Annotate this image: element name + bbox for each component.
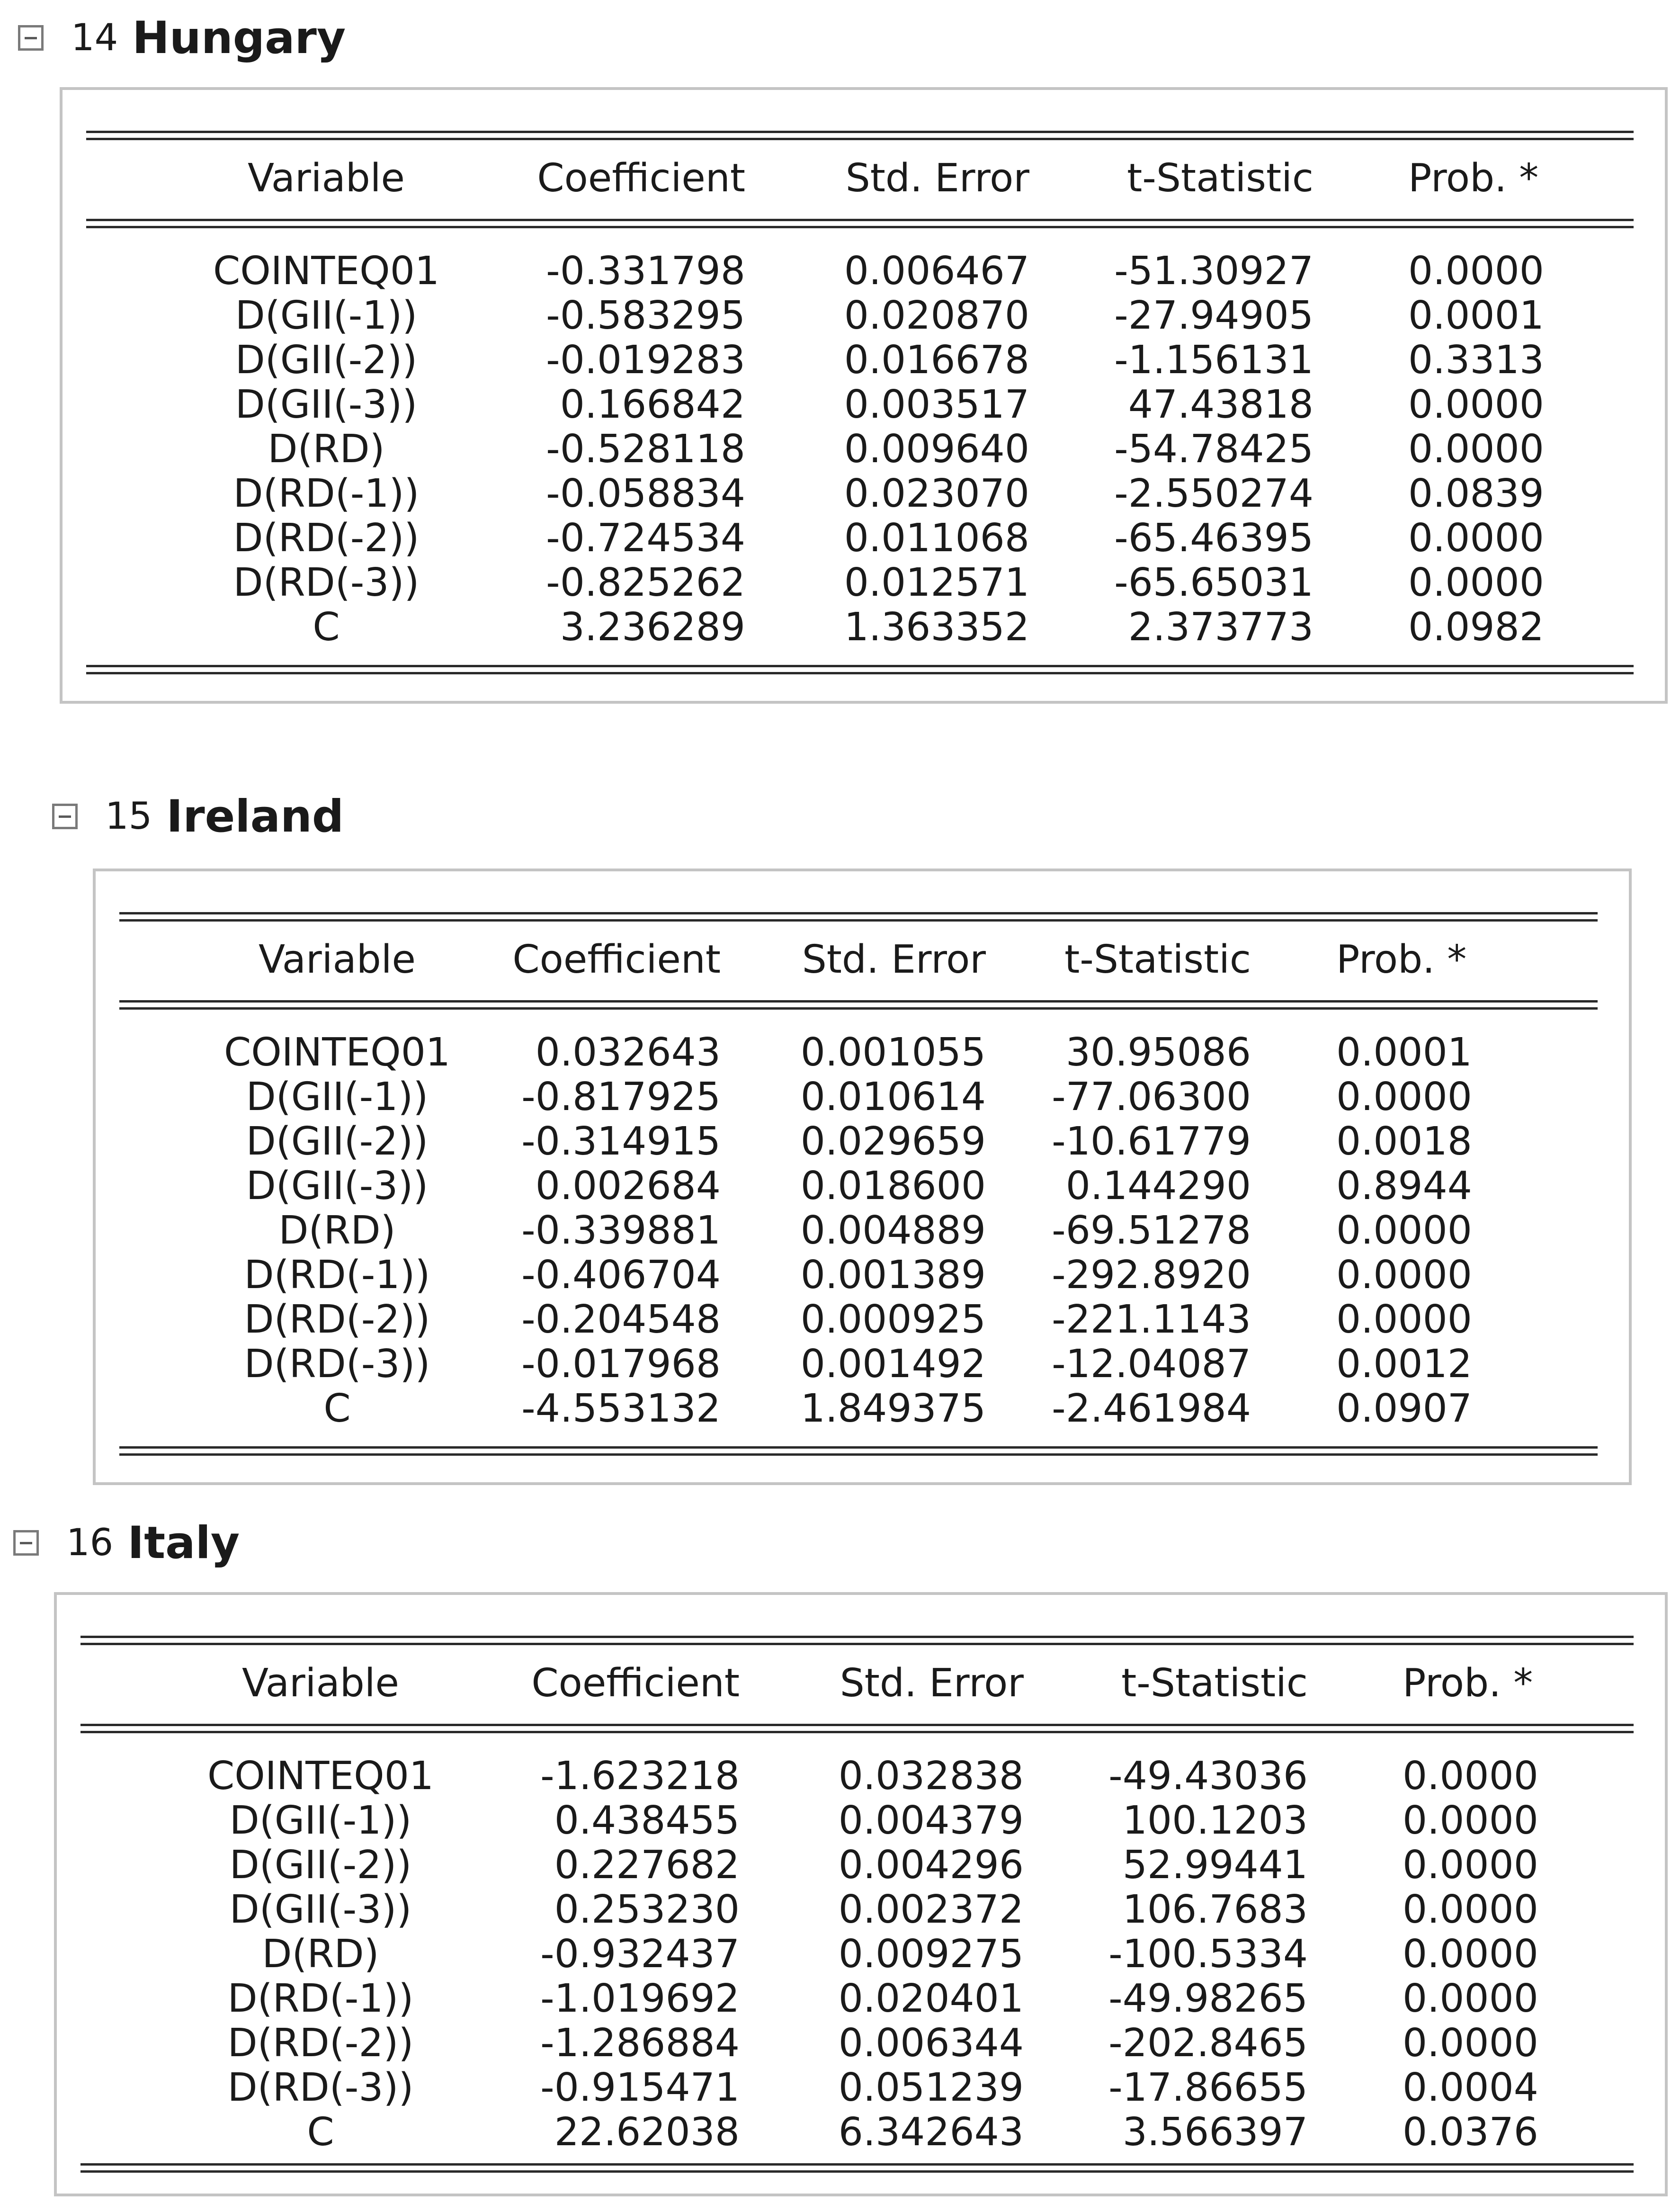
table-body: [214, 1030, 1629, 1431]
section-number: 15: [105, 795, 152, 838]
table-row: D(GII(-3)): [229, 1887, 412, 1932]
table-cell: 0.020870: [844, 293, 1029, 338]
table-cell: 0.144290: [1065, 1164, 1251, 1209]
collapse-toggle-icon[interactable]: [18, 25, 44, 51]
table-cell: 0.016678: [844, 338, 1029, 383]
header-coefficient: Coefficient: [537, 156, 745, 201]
table-cell: 0.023070: [844, 471, 1029, 516]
header-prob: Prob. *: [1336, 937, 1467, 982]
table-cell: 100.1203: [1122, 1798, 1308, 1843]
table-row: D(GII(-3)): [235, 382, 418, 427]
table-cell: 0.010614: [800, 1075, 986, 1119]
table-cell: 0.0000: [1408, 516, 1544, 561]
table-cell: 0.004379: [838, 1798, 1024, 1843]
table-cell: 52.99441: [1122, 1843, 1308, 1888]
table-cell: 0.001492: [800, 1342, 986, 1387]
results-table-hungary: [60, 87, 1668, 704]
table-cell: 0.0000: [1336, 1297, 1472, 1342]
table-header-row: [214, 938, 1629, 982]
table-cell: 0.006467: [844, 249, 1029, 294]
table-cell: -12.04087: [1052, 1342, 1251, 1387]
table-cell: 0.0000: [1408, 560, 1544, 605]
table-row: C: [323, 1386, 351, 1431]
table-cell: -4.553132: [521, 1386, 721, 1431]
table-cell: 0.0000: [1408, 382, 1544, 427]
header-t-statistic: t-Statistic: [1121, 1661, 1308, 1706]
table-cell: -10.61779: [1052, 1119, 1251, 1164]
table-cell: -2.550274: [1114, 471, 1314, 516]
section-header-ireland[interactable]: [52, 788, 344, 845]
header-coefficient: Coefficient: [512, 937, 721, 982]
header-variable: Variable: [241, 1661, 399, 1706]
table-cell: -0.339881: [521, 1208, 721, 1253]
table-cell: 0.009275: [838, 1932, 1024, 1977]
table-cell: 1.363352: [844, 605, 1029, 650]
collapse-toggle-icon[interactable]: [13, 1530, 39, 1556]
table-cell: 0.3313: [1408, 338, 1544, 383]
table-top-rule: [86, 131, 1634, 140]
table-cell: -100.5334: [1108, 1932, 1308, 1977]
table-row: C: [307, 2110, 334, 2155]
table-row: D(GII(-1)): [246, 1075, 429, 1119]
table-cell: -1.156131: [1114, 338, 1314, 383]
table-cell: 0.006344: [838, 2021, 1024, 2066]
table-cell: 0.009640: [844, 427, 1029, 472]
table-cell: 0.0839: [1408, 471, 1544, 516]
table-top-rule: [80, 1636, 1634, 1645]
table-cell: 0.032643: [535, 1030, 721, 1075]
table-cell: 0.8944: [1336, 1164, 1472, 1209]
section-number: 16: [66, 1522, 114, 1564]
table-cell: 0.0004: [1403, 2065, 1538, 2110]
section-title: Italy: [127, 1517, 240, 1569]
table-cell: -27.94905: [1114, 293, 1314, 338]
header-coefficient: Coefficient: [531, 1661, 740, 1706]
table-cell: 0.018600: [800, 1164, 986, 1209]
table-cell: 106.7683: [1122, 1887, 1308, 1932]
table-cell: 0.029659: [800, 1119, 986, 1164]
header-std-error: Std. Error: [802, 937, 986, 982]
table-cell: 0.166842: [560, 382, 745, 427]
table-cell: -0.528118: [546, 427, 745, 472]
table-cell: -49.98265: [1108, 1976, 1308, 2021]
table-header-rule: [119, 1000, 1598, 1010]
table-row: D(RD(-2)): [233, 516, 420, 561]
table-cell: -0.583295: [546, 293, 745, 338]
table-cell: 22.62038: [554, 2110, 740, 2155]
table-cell: 0.253230: [554, 1887, 740, 1932]
header-t-statistic: t-Statistic: [1127, 156, 1314, 201]
table-cell: 0.0000: [1403, 1798, 1538, 1843]
table-cell: -0.314915: [521, 1119, 721, 1164]
table-row: D(RD(-1)): [227, 1976, 414, 2021]
table-cell: 0.0000: [1403, 1754, 1538, 1799]
table-cell: -65.46395: [1114, 516, 1314, 561]
table-cell: 0.003517: [844, 382, 1029, 427]
header-std-error: Std. Error: [845, 156, 1029, 201]
header-variable: Variable: [258, 937, 416, 982]
table-top-rule: [119, 912, 1598, 922]
table-cell: -0.932437: [540, 1932, 740, 1977]
collapse-toggle-icon[interactable]: [52, 804, 78, 829]
table-row: D(RD): [268, 427, 385, 472]
header-prob: Prob. *: [1403, 1661, 1533, 1706]
table-row: COINTEQ01: [223, 1030, 451, 1075]
table-row: COINTEQ01: [213, 249, 440, 294]
table-cell: 0.438455: [554, 1798, 740, 1843]
table-cell: 0.0000: [1336, 1075, 1472, 1119]
table-cell: 0.0012: [1336, 1342, 1472, 1387]
table-row: D(RD(-3)): [244, 1342, 430, 1387]
table-body: [191, 249, 1665, 650]
table-row: D(GII(-1)): [229, 1798, 412, 1843]
table-cell: 0.002372: [838, 1887, 1024, 1932]
table-cell: 0.001389: [800, 1253, 986, 1298]
table-header-rule: [80, 1724, 1634, 1733]
table-cell: -0.204548: [521, 1297, 721, 1342]
table-cell: -0.406704: [521, 1253, 721, 1298]
results-table-ireland: [93, 869, 1632, 1485]
table-cell: -51.30927: [1114, 249, 1314, 294]
table-row: D(GII(-2)): [229, 1843, 412, 1888]
table-cell: 6.342643: [838, 2110, 1024, 2155]
table-cell: -54.78425: [1114, 427, 1314, 472]
table-cell: 0.011068: [844, 516, 1029, 561]
table-header-rule: [86, 219, 1634, 228]
table-row: D(RD(-1)): [233, 471, 420, 516]
table-cell: 0.0018: [1336, 1119, 1472, 1164]
header-prob: Prob. *: [1408, 156, 1539, 201]
table-row: D(RD(-3)): [227, 2065, 414, 2110]
results-table-italy: [54, 1592, 1668, 2196]
header-t-statistic: t-Statistic: [1064, 937, 1251, 982]
table-cell: -1.019692: [540, 1976, 740, 2021]
table-cell: 30.95086: [1065, 1030, 1251, 1075]
table-row: D(GII(-3)): [246, 1164, 429, 1209]
table-row: D(RD(-1)): [244, 1253, 430, 1298]
table-cell: -17.86655: [1108, 2065, 1308, 2110]
table-cell: 47.43818: [1128, 382, 1314, 427]
header-std-error: Std. Error: [840, 1661, 1024, 1706]
section-title: Ireland: [166, 790, 344, 842]
table-row: COINTEQ01: [207, 1754, 434, 1799]
table-row: D(RD(-2)): [244, 1297, 430, 1342]
table-cell: 0.0982: [1408, 605, 1544, 650]
table-cell: -1.623218: [540, 1754, 740, 1799]
table-cell: -49.43036: [1108, 1754, 1308, 1799]
table-row: D(GII(-1)): [235, 293, 418, 338]
table-cell: 3.566397: [1122, 2110, 1308, 2155]
table-bottom-rule: [80, 2163, 1634, 2173]
table-cell: 0.012571: [844, 560, 1029, 605]
table-cell: 0.0000: [1408, 427, 1544, 472]
table-header-row: [191, 156, 1665, 201]
table-cell: -65.65031: [1114, 560, 1314, 605]
table-cell: 0.004889: [800, 1208, 986, 1253]
section-number: 14: [71, 17, 118, 59]
table-cell: -0.019283: [546, 338, 745, 383]
table-row: C: [313, 605, 340, 650]
table-header-row: [186, 1661, 1665, 1706]
table-row: D(RD(-2)): [227, 2021, 414, 2066]
table-cell: 0.001055: [800, 1030, 986, 1075]
table-cell: 0.0907: [1336, 1386, 1472, 1431]
table-cell: 0.020401: [838, 1976, 1024, 2021]
table-cell: -2.461984: [1052, 1386, 1251, 1431]
table-cell: -0.825262: [546, 560, 745, 605]
table-body: [186, 1754, 1665, 2155]
header-variable: Variable: [247, 156, 405, 201]
table-row: D(GII(-2)): [246, 1119, 429, 1164]
table-cell: -77.06300: [1052, 1075, 1251, 1119]
table-cell: 0.227682: [554, 1843, 740, 1888]
section-title: Hungary: [132, 12, 346, 64]
table-cell: 0.051239: [838, 2065, 1024, 2110]
table-cell: 0.0000: [1403, 2021, 1538, 2066]
table-cell: -69.51278: [1052, 1208, 1251, 1253]
section-header-italy[interactable]: [13, 1514, 240, 1571]
table-cell: 0.0000: [1403, 1887, 1538, 1932]
table-cell: -0.817925: [521, 1075, 721, 1119]
table-cell: 0.0001: [1336, 1030, 1472, 1075]
table-cell: 0.032838: [838, 1754, 1024, 1799]
table-cell: -221.1143: [1052, 1297, 1251, 1342]
table-cell: 0.0000: [1336, 1208, 1472, 1253]
table-cell: 0.0000: [1403, 1843, 1538, 1888]
table-bottom-rule: [86, 665, 1634, 674]
table-row: D(RD): [262, 1932, 379, 1977]
table-cell: 0.0000: [1336, 1253, 1472, 1298]
table-cell: 0.0000: [1408, 249, 1544, 294]
table-cell: 0.0001: [1408, 293, 1544, 338]
section-header-hungary[interactable]: [18, 9, 346, 66]
table-cell: -0.017968: [521, 1342, 721, 1387]
table-cell: 0.0000: [1403, 1976, 1538, 2021]
table-cell: 0.0376: [1403, 2110, 1538, 2155]
table-cell: -292.8920: [1052, 1253, 1251, 1298]
table-cell: -0.915471: [540, 2065, 740, 2110]
table-row: D(RD(-3)): [233, 560, 420, 605]
table-row: D(GII(-2)): [235, 338, 418, 383]
table-cell: 3.236289: [560, 605, 745, 650]
table-cell: 0.0000: [1403, 1932, 1538, 1977]
table-cell: -202.8465: [1108, 2021, 1308, 2066]
table-cell: 0.004296: [838, 1843, 1024, 1888]
table-bottom-rule: [119, 1446, 1598, 1456]
table-row: D(RD): [278, 1208, 396, 1253]
table-cell: 2.373773: [1128, 605, 1314, 650]
table-cell: 0.002684: [535, 1164, 721, 1209]
table-cell: -1.286884: [540, 2021, 740, 2066]
table-cell: 0.000925: [800, 1297, 986, 1342]
table-cell: -0.331798: [546, 249, 745, 294]
table-cell: -0.058834: [546, 471, 745, 516]
table-cell: -0.724534: [546, 516, 745, 561]
table-cell: 1.849375: [800, 1386, 986, 1431]
